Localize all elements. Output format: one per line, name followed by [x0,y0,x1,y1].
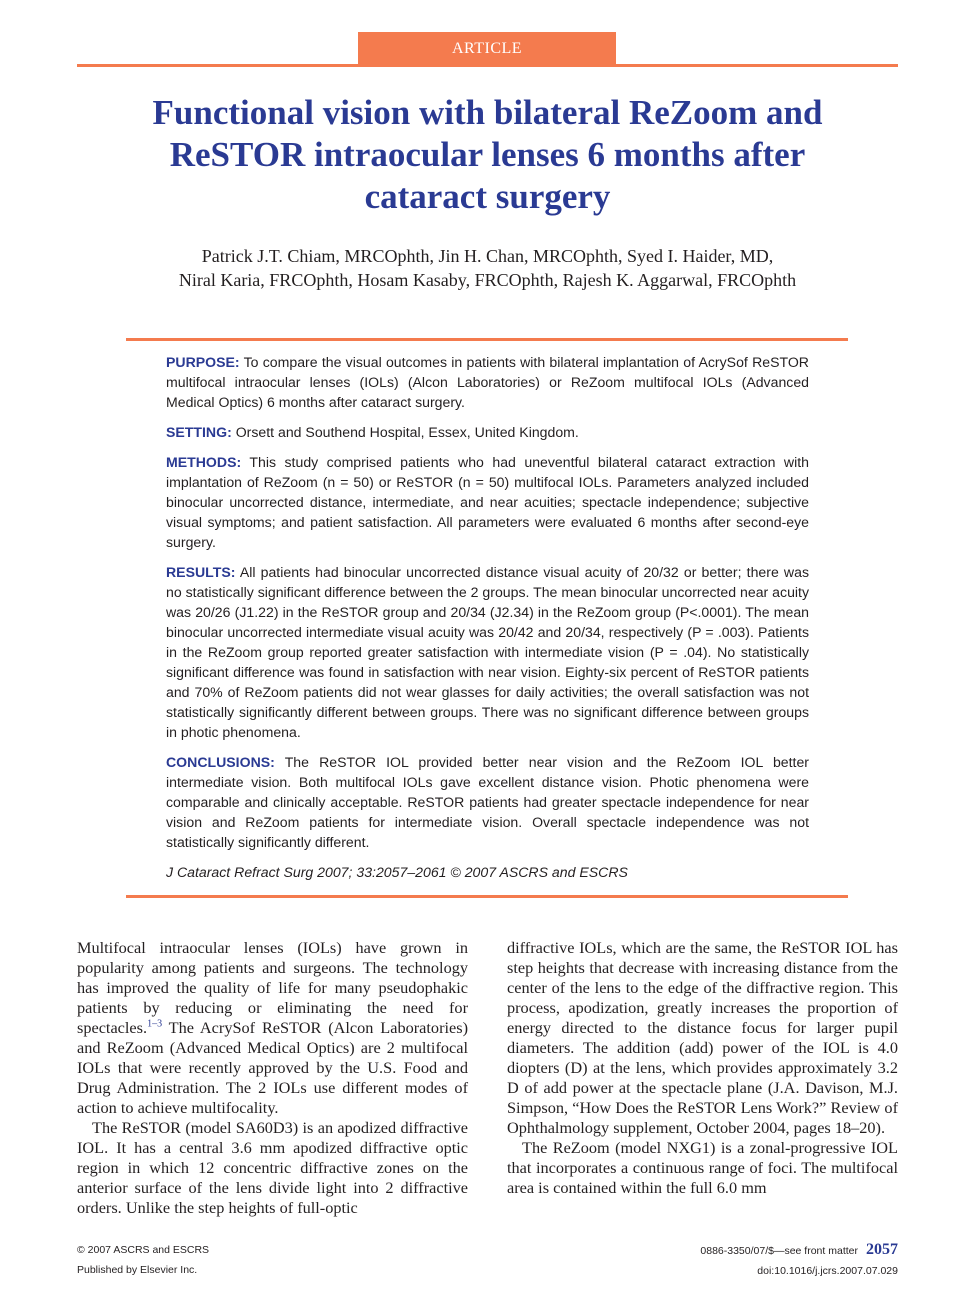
footer-publisher: Published by Elsevier Inc. [77,1264,198,1276]
page-number: 2057 [866,1241,898,1258]
body-text: Multifocal intraocular lenses (IOLs) have grown in popularity among patients and surgeons. The technology has improved the quality of life for many pseudophakic patients by reducing or eliminating the need for spectacles. [77,938,468,1037]
article-title: Functional vision with bilateral ReZoom and ReSTOR intraocular lenses 6 months after cataract surgery [152,93,823,216]
reference-link[interactable]: 1–3 [147,1018,163,1030]
body-paragraph: diffractive IOLs, which are the same, the ReSTOR IOL has step heights that decrease with increasing distance from the center of the lens to the edge of the diffractive region. This process, apodization, greatly increases the proportion of energy directed to the distance focus for larger pupil diameters. The addition (add) power of the IOL is 4.0 diopters (D) at the lens, which provides approximately 3.2 D of add power at the spectacle plane (J.A. Davison, M.J. Simpson, “How Does the ReSTOR Lens Work?” Review of Ophthalmology supplement, October 2004, pages 18–20). [507,938,898,1137]
abstract-top-rule [126,338,848,341]
abstract-results [166,562,809,742]
purpose-label: PURPOSE: [166,354,240,370]
conclusions-label: CONCLUSIONS: [166,754,275,770]
body-column-right [507,938,898,1198]
author-line-2: Niral Karia, FRCOphth, Hosam Kasaby, FRCOphth, Rajesh K. Aggarwal, FRCOphth [178,270,797,290]
author-list [100,244,875,292]
footer-left [77,1240,209,1280]
author-line-1: Patrick J.T. Chiam, MRCOphth, Jin H. Chan, MRCOphth, Syed I. Haider, MD, [201,246,774,266]
footer-doi[interactable]: doi:10.1016/j.jcrs.2007.07.029 [757,1265,898,1277]
setting-text: Orsett and Southend Hospital, Essex, United Kingdom. [235,424,579,440]
abstract-setting [166,422,809,442]
body-paragraph: The ReSTOR (model SA60D3) is an apodized diffractive IOL. It has a central 3.6 mm apodized diffractive optic region in which 12 concentric diffractive zones on the anterior surface of the lens divide light into 2 diffractive orders. Unlike the step heights of full-optic [77,1118,468,1217]
methods-label: METHODS: [166,454,242,470]
results-label: RESULTS: [166,564,236,580]
body-paragraph [77,938,468,1118]
methods-text: This study comprised patients who had uneventful bilateral cataract extraction with implantation of ReZoom (n = 50) or ReSTOR (n = 50) multifocal IOLs. Parameters analyzed included binocular uncorrected distance, intermediate, and near acuities; spectacle independence; subjective visual symptoms; and patient satisfaction. All parameters were evaluated 6 months after second-eye surgery. [166,454,809,550]
abstract-purpose [166,352,809,412]
abstract-methods [166,452,809,552]
footer-right [700,1240,898,1281]
purpose-text: To compare the visual outcomes in patients with bilateral implantation of AcrySof ReSTOR multifocal intraocular lenses (IOLs) (Alcon Laboratories) or ReZoom multifocal IOLs (Advanced Medical Optics) 6 months after cataract surgery. [166,354,809,410]
results-text: All patients had binocular uncorrected distance visual acuity of 20/32 or better; there was no statistically significant difference between the 2 groups. The mean binocular uncorrected near acuity was 20/26 (J1.22) in the ReSTOR group and 20/34 (J2.34) in the ReZoom group (P<.0001). The mean binocular uncorrected intermediate visual acuity was 20/42 and 20/34, respectively (P = .003). Patients in the ReZoom group reported greater satisfaction with intermediate vision (P = .04). No statistically significant difference was found in satisfaction with near vision. Eighty-six percent of ReSTOR patients and 70% of ReZoom patients did not wear glasses for daily activities; the overall satisfaction was not statistically significantly different between groups. There was no significant difference between groups in photic phenomena. [166,564,809,740]
abstract [166,352,809,892]
abstract-conclusions [166,752,809,852]
journal-citation: J Cataract Refract Surg 2007; 33:2057–2061 © 2007 ASCRS and ESCRS [166,864,628,880]
body-text: The AcrySof ReSTOR (Alcon Laboratories) and ReZoom (Advanced Medical Optics) are 2 multifocal IOLs that were recently approved by the U.S. Food and Drug Administration. The 2 IOLs use different modes of action to achieve multifocality. [77,1018,468,1117]
body-paragraph: The ReZoom (model NXG1) is a zonal-progressive IOL that incorporates a continuous range of foci. The multifocal area is contained within the full 6.0 mm [507,1138,898,1197]
article-section-tab: ARTICLE [358,32,616,64]
abstract-bottom-rule [126,895,848,898]
footer-copyright: © 2007 ASCRS and ESCRS [77,1244,210,1256]
body-column-left [77,938,468,1218]
header-rule [77,64,898,67]
conclusions-text: The ReSTOR IOL provided better near vision and the ReZoom IOL better intermediate vision. Both multifocal IOLs gave excellent distance vision. Photic phenomena were comparable and clinically acceptable. ReSTOR patients had greater spectacle independence for near vision and ReZoom patients for intermediate vision. Overall spectacle independence was not statistically significantly different. [166,754,809,850]
setting-label: SETTING: [166,424,232,440]
footer-issn: 0886-3350/07/$—see front matter [700,1245,858,1257]
